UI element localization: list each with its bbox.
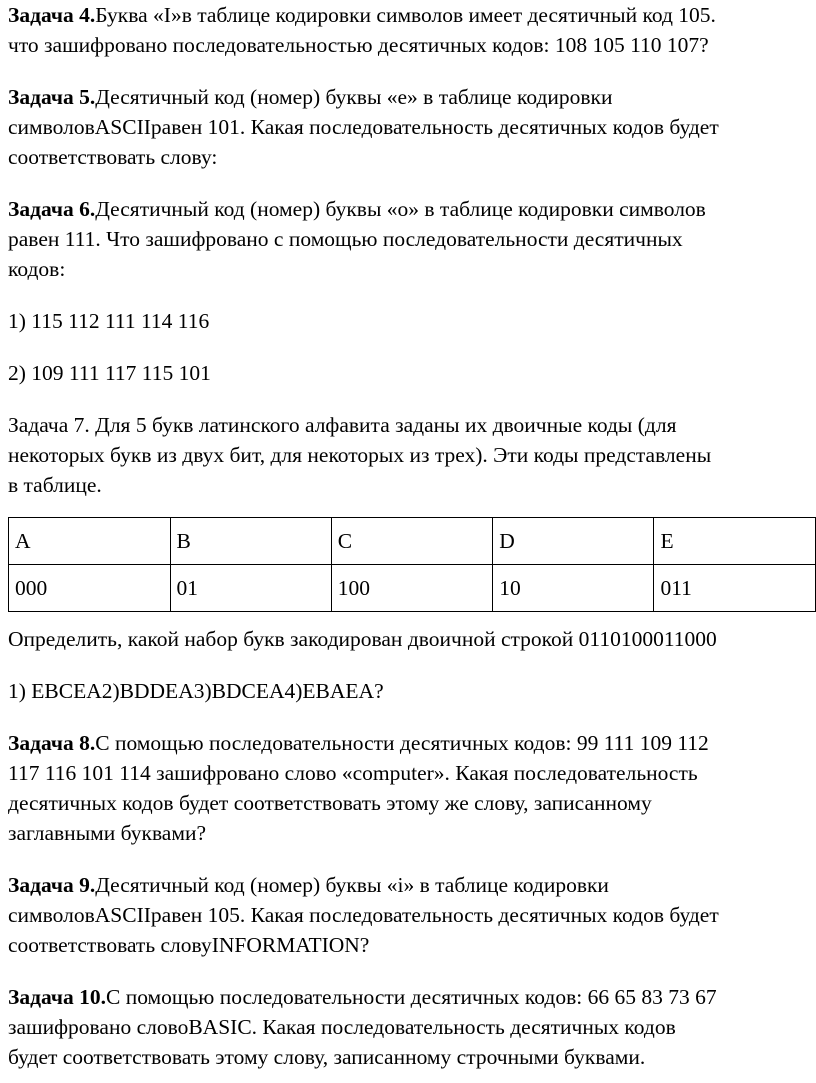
task-7-line-1: Задача 7. Для 5 букв латинского алфавита заданы их двоичные коды (для — [8, 413, 677, 437]
task-9-line-1 — [8, 870, 816, 900]
task-8-label: Задача 8. — [8, 731, 96, 755]
task-8-text-1: С помощью последовательности десятичных кодов: 99 111 109 112 — [95, 731, 709, 755]
task-10-line-2: зашифровано словоBASIC. Какая последовательность десятичных кодов — [8, 1015, 676, 1039]
task-8-line-2: 117 116 101 114 зашифровано слово «computer». Какая последовательность — [8, 761, 698, 785]
task-6-option-2: 2) 109 111 117 115 101 — [8, 361, 211, 385]
table-cell: 011 — [654, 565, 816, 612]
task-7 — [8, 410, 816, 500]
task-4 — [8, 0, 816, 60]
task-9-line-2: символовASCIIравен 105. Какая последовательность десятичных кодов будет — [8, 903, 719, 927]
task-10-label: Задача 10. — [8, 985, 106, 1009]
task-8-line-3: десятичных кодов будет соответствовать этому же слову, записанному — [8, 791, 652, 815]
task-9-line-3: соответствовать словуINFORMATION? — [8, 933, 370, 957]
task-4-label: Задача 4. — [8, 3, 96, 27]
task-6-line-2: равен 111. Что зашифровано с помощью последовательности десятичных — [8, 227, 683, 251]
table-cell: E — [654, 518, 816, 565]
task-6-text-1: Десятичный код (номер) буквы «о» в таблице кодировки символов — [95, 197, 706, 221]
table-row-codes — [9, 565, 816, 612]
table-cell: 10 — [493, 565, 654, 612]
task-8-line-4: заглавными буквами? — [8, 821, 207, 845]
table-cell: A — [9, 518, 171, 565]
task-6-line-3: кодов: — [8, 257, 66, 281]
task-9-text-1: Десятичный код (номер) буквы «i» в таблице кодировки — [95, 873, 609, 897]
task-4-line-2: что зашифровано последовательностью десятичных кодов: 108 105 110 107? — [8, 33, 709, 57]
task-5-label: Задача 5. — [8, 85, 96, 109]
table-cell: D — [493, 518, 654, 565]
task-4-line-1 — [8, 0, 816, 30]
binary-codes-table — [8, 517, 816, 612]
task-10-text-1: С помощью последовательности десятичных кодов: 66 65 83 73 67 — [106, 985, 717, 1009]
task-9-label: Задача 9. — [8, 873, 96, 897]
table-cell: 01 — [170, 565, 331, 612]
table-cell: B — [170, 518, 331, 565]
table-row-letters — [9, 518, 816, 565]
task-5 — [8, 82, 816, 172]
document-page — [8, 0, 816, 1072]
task-10 — [8, 982, 816, 1072]
task-7-line-2: некоторых букв из двух бит, для некоторых из трех). Эти коды представлены — [8, 443, 712, 467]
task-10-line-1 — [8, 982, 816, 1012]
task-5-line-1 — [8, 82, 816, 112]
task-10-line-3: будет соответствовать этому слову, записанному строчными буквами. — [8, 1045, 646, 1069]
table-cell: 100 — [331, 565, 493, 612]
table-cell: 000 — [9, 565, 171, 612]
task-6 — [8, 194, 816, 284]
task-5-text-1: Десятичный код (номер) буквы «е» в таблице кодировки — [95, 85, 613, 109]
task-7-question: Определить, какой набор букв закодирован двоичной строкой 0110100011000 — [8, 627, 717, 651]
task-9 — [8, 870, 816, 960]
task-7-options: 1) EBCEA2)BDDEA3)BDCEA4)EBAEA? — [8, 679, 384, 703]
task-6-option-1: 1) 115 112 111 114 116 — [8, 309, 210, 333]
task-5-line-2: символовASCIIравен 101. Какая последовательность десятичных кодов будет — [8, 115, 719, 139]
task-8 — [8, 728, 816, 848]
task-4-text-1: Буква «I»в таблице кодировки символов имеет десятичный код 105. — [95, 3, 716, 27]
task-8-line-1 — [8, 728, 816, 758]
table-cell: C — [331, 518, 493, 565]
task-5-line-3: соответствовать слову: — [8, 145, 218, 169]
task-6-line-1 — [8, 194, 816, 224]
task-7-line-3: в таблице. — [8, 473, 102, 497]
task-6-label: Задача 6. — [8, 197, 96, 221]
